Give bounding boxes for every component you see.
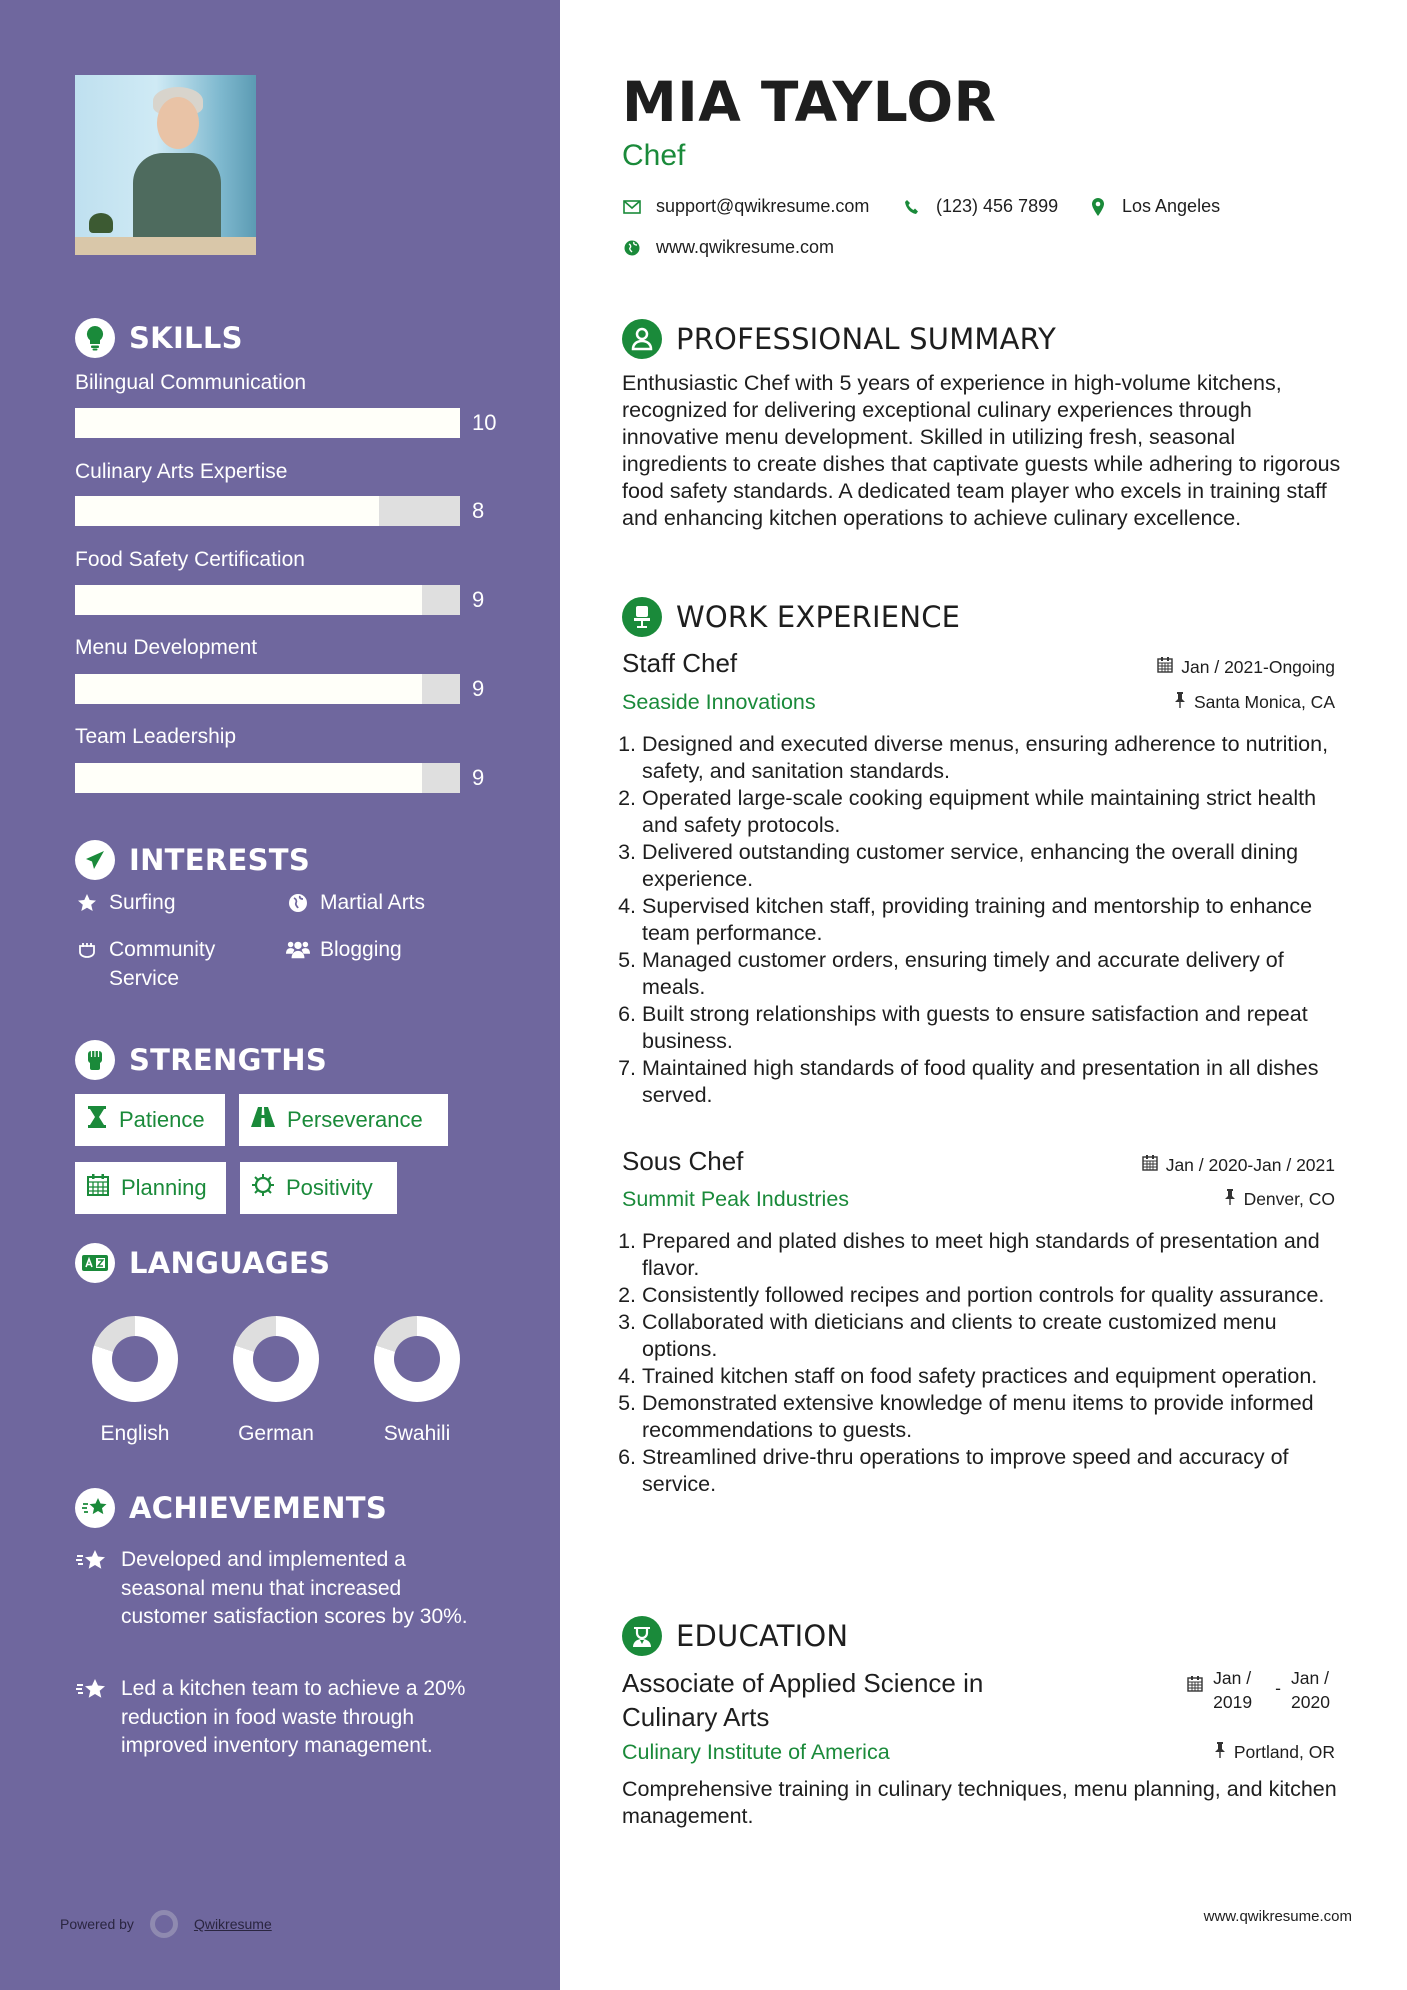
skill-bar [75, 763, 460, 793]
job-title: Staff Chef [622, 648, 738, 678]
bullet-item: 3. Collaborated with dieticians and clients to create customized menu options. [642, 1309, 1352, 1363]
contact-phone[interactable]: (123) 456 7899 [902, 196, 1058, 217]
star-icon [75, 888, 99, 917]
job-dates: Jan / 2020-Jan / 2021 [1142, 1155, 1335, 1176]
strength-badge: Perseverance [239, 1094, 448, 1146]
lightbulb-icon [75, 318, 115, 358]
company-name: Seaside Innovations [622, 690, 816, 714]
bullet-item: 5. Demonstrated extensive knowledge of menu items to provide informed recommendations to guests. [642, 1390, 1352, 1444]
footer-website[interactable]: www.qwikresume.com [1203, 1908, 1352, 1925]
star-burst-icon [75, 1675, 107, 1761]
achievements-heading: ACHIEVEMENTS [75, 1488, 387, 1528]
bullet-item: 2. Operated large-scale cooking equipment while maintaining strict health and safety protocols. [642, 785, 1352, 839]
calendar-icon [1157, 657, 1173, 678]
language-item: English [75, 1316, 195, 1446]
user-icon [622, 319, 662, 359]
skills-heading: SKILLS [75, 318, 243, 358]
language-icon [75, 1243, 115, 1283]
sun-icon [252, 1174, 274, 1202]
skill-value: 9 [472, 676, 485, 701]
contact-email[interactable]: support@qwikresume.com [622, 196, 869, 217]
language-item: Swahili [357, 1316, 477, 1446]
qwikresume-link[interactable]: Qwikresume [193, 1916, 272, 1932]
bullet-item: 5. Managed customer orders, ensuring timely and accurate delivery of meals. [642, 947, 1352, 1001]
contact-location: Los Angeles [1088, 196, 1220, 217]
pushpin-icon [1224, 1189, 1236, 1210]
skill-bar [75, 674, 460, 704]
language-donut [374, 1316, 460, 1402]
interest-item: Community Service [75, 935, 265, 993]
pushpin-icon [1174, 692, 1186, 713]
skill-label: Culinary Arts Expertise [75, 460, 288, 483]
bullet-item: 1. Designed and executed diverse menus, ensuring adherence to nutrition, safety, and sanitation standards. [642, 731, 1352, 785]
skill-label: Food Safety Certification [75, 548, 305, 571]
star-burst-icon [75, 1488, 115, 1528]
job-dates: Jan / 2021-Ongoing [1157, 657, 1335, 678]
interest-item: Martial Arts [286, 888, 425, 917]
job-location: Santa Monica, CA [1174, 692, 1335, 713]
bullet-item: 6. Built strong relationships with guests to ensure satisfaction and repeat business. [642, 1001, 1352, 1055]
skill-bar [75, 408, 460, 438]
achievement-item: Led a kitchen team to achieve a 20% reduction in food waste through improved inventory management. [75, 1675, 475, 1761]
calendar-icon [87, 1174, 109, 1202]
bullet-item: 2. Consistently followed recipes and portion controls for quality assurance. [642, 1282, 1352, 1309]
school-name: Culinary Institute of America [622, 1740, 890, 1764]
language-donut [92, 1316, 178, 1402]
graduate-icon [622, 1616, 662, 1656]
road-icon [251, 1107, 275, 1133]
globe-icon [622, 238, 642, 258]
interest-item: Surfing [75, 888, 176, 917]
achievement-item: Developed and implemented a seasonal menu that increased customer satisfaction scores by 30%. [75, 1546, 475, 1632]
users-icon [286, 935, 310, 964]
bullet-item: 4. Trained kitchen staff on food safety practices and equipment operation. [642, 1363, 1352, 1390]
degree-title: Associate of Applied Science in Culinary Arts [622, 1668, 984, 1732]
interest-item: Blogging [286, 935, 402, 964]
education-heading: EDUCATION [622, 1616, 848, 1656]
skill-value: 9 [472, 765, 485, 790]
star-burst-icon [75, 1546, 107, 1632]
job-bullets [622, 731, 1352, 1109]
bullet-item: 7. Maintained high standards of food quality and presentation in all dishes served. [642, 1055, 1352, 1109]
interests-heading: INTERESTS [75, 840, 310, 880]
languages-heading: LANGUAGES [75, 1243, 330, 1283]
skill-value: 9 [472, 587, 485, 612]
map-pin-icon [1088, 197, 1108, 217]
summary-heading: PROFESSIONAL SUMMARY [622, 319, 1056, 359]
phone-icon [902, 197, 922, 217]
job-role: Chef [622, 139, 686, 172]
language-item: German [216, 1316, 336, 1446]
paper-plane-icon [75, 840, 115, 880]
education-description: Comprehensive training in culinary techniques, menu planning, and kitchen management. [622, 1777, 1337, 1828]
skill-value: 10 [472, 410, 497, 435]
main-content [560, 0, 1407, 1990]
skill-value: 8 [472, 498, 485, 523]
skill-bar [75, 585, 460, 615]
experience-heading: WORK EXPERIENCE [622, 597, 960, 637]
strength-badge: Patience [75, 1094, 225, 1146]
pushpin-icon [1214, 1742, 1226, 1763]
hourglass-icon [87, 1106, 107, 1134]
language-donut [233, 1316, 319, 1402]
bullet-item: 1. Prepared and plated dishes to meet high standards of presentation and flavor. [642, 1228, 1352, 1282]
globe-icon [286, 888, 310, 917]
strength-badge: Planning [75, 1162, 226, 1214]
bullet-item: 6. Streamlined drive-thru operations to improve speed and accuracy of service. [642, 1444, 1352, 1498]
envelope-icon [622, 197, 642, 217]
powered-by: Powered by Qwikresume [60, 1910, 272, 1938]
company-name: Summit Peak Industries [622, 1187, 850, 1211]
job-location: Denver, CO [1224, 1189, 1335, 1210]
profile-photo [75, 75, 256, 255]
candidate-name: MIA TAYLOR [622, 70, 997, 134]
education-location: Portland, OR [1214, 1742, 1335, 1763]
calendar-icon [1187, 1666, 1203, 1697]
calendar-icon [1142, 1155, 1158, 1176]
skill-bar [75, 496, 460, 526]
chair-icon [622, 597, 662, 637]
bullet-item: 4. Supervised kitchen staff, providing training and mentorship to enhance team performance. [642, 893, 1352, 947]
skill-label: Bilingual Communication [75, 371, 307, 394]
job-title: Sous Chef [622, 1146, 744, 1176]
strengths-heading: STRENGTHS [75, 1040, 327, 1080]
summary-text: Enthusiastic Chef with 5 years of experience in high-volume kitchens, recognized for delivering exceptional culinary experiences through innovative menu development. Skilled in utilizing fresh, seasonal ingredients to create dishes that captivate guests while adhering to rigorous food safety standards. A dedicated team player who excels in training staff and enhancing kitchen operations to achieve culinary excellence. [622, 371, 1341, 530]
skill-label: Menu Development [75, 636, 258, 659]
bullet-item: 3. Delivered outstanding customer service, enhancing the overall dining experience. [642, 839, 1352, 893]
education-dates: Jan / 2019 - Jan / 2020 [1187, 1666, 1335, 1714]
sidebar [0, 0, 560, 1990]
fist-icon [75, 1040, 115, 1080]
qwikresume-logo-icon [150, 1910, 178, 1938]
strength-badge: Positivity [240, 1162, 397, 1214]
skill-label: Team Leadership [75, 725, 237, 748]
contact-website[interactable]: www.qwikresume.com [622, 237, 834, 258]
job-bullets [622, 1228, 1352, 1498]
hand-icon [75, 935, 99, 964]
